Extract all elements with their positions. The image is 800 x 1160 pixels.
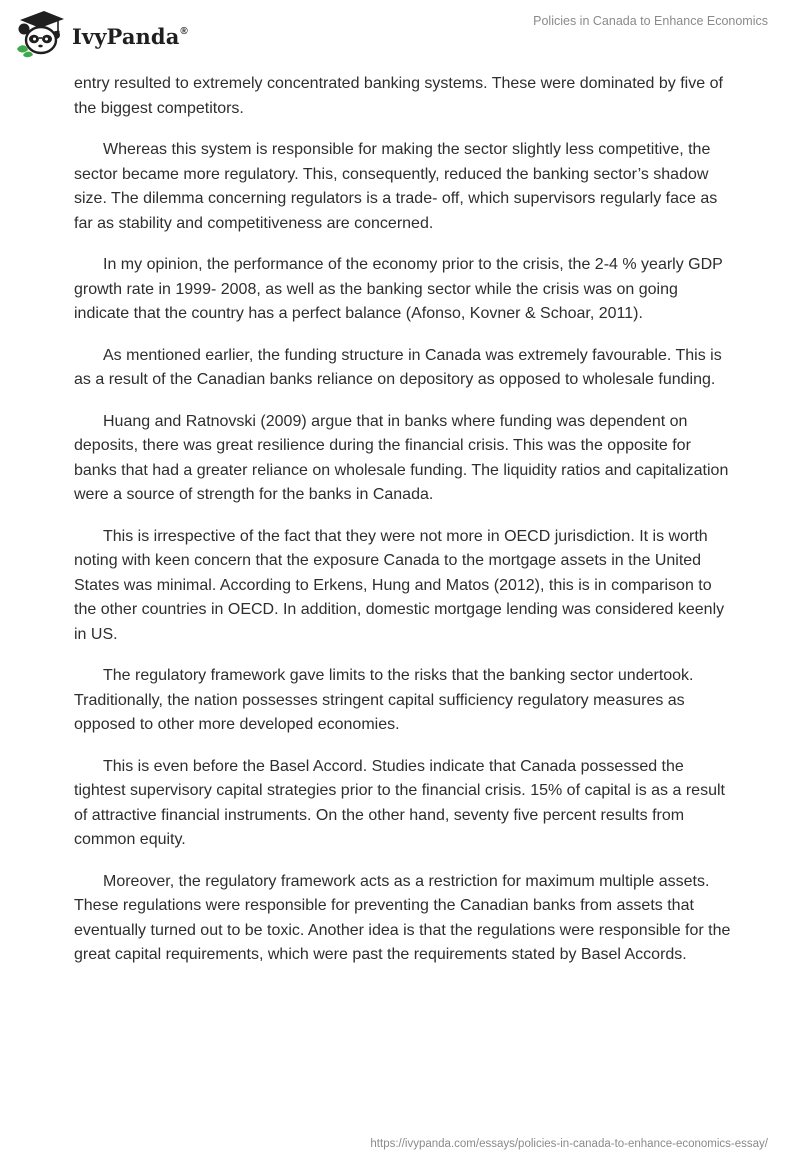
paragraph: In my opinion, the performance of the economy prior to the crisis, the 2-4 % yearly GDP growth rate in 1999- 2008, as well as the banking sector while the crisis was on going indicate that the country has a perfect balance (Afonso, Kovner & Schoar, 2011). <box>74 256 723 322</box>
paragraph: This is irrespective of the fact that they were not more in OECD jurisdiction. It is worth noting with keen concern that the exposure Canada to the mortgage assets in the United States was minimal. According to Erkens, Hung and Matos (2012), this is in comparison to the other countries in OECD. In addition, domestic mortgage lending was considered keenly in US. <box>74 527 725 643</box>
page-header <box>0 0 800 62</box>
brand-name-text: IvyPanda <box>72 23 180 49</box>
paragraph: Whereas this system is responsible for making the sector slightly less competitive, the sector became more regulatory. This, consequently, reduced the banking sector’s shadow size. The dilemma concerning regulators is a trade- off, which supervisors regularly face as far as stability and competitiveness are concerned. <box>74 141 718 232</box>
paragraph: This is even before the Basel Accord. Studies indicate that Canada possessed the tightest supervisory capital strategies prior to the financial crisis. 15% of capital is as a result of attractive financial instruments. On the other hand, seventy five percent results from common equity. <box>74 757 725 848</box>
brand-logo[interactable] <box>14 9 188 59</box>
paragraph: Moreover, the regulatory framework acts as a restriction for maximum multiple assets. These regulations were responsible for preventing the Canadian banks from assets that eventually turned out to be toxic. Another idea is that the regulations were responsible for the great capital requirements, which were past the requirements stated by Basel Accords. <box>74 872 731 963</box>
paragraph: As mentioned earlier, the funding structure in Canada was extremely favourable. This is as a result of the Canadian banks reliance on depository as opposed to wholesale funding. <box>74 346 722 388</box>
paragraph: entry resulted to extremely concentrated banking systems. These were dominated by five of the biggest competitors. <box>74 75 723 117</box>
essay-body <box>74 72 734 985</box>
brand-name <box>72 24 188 49</box>
running-title: Policies in Canada to Enhance Economics <box>533 14 768 28</box>
paragraph: The regulatory framework gave limits to the risks that the banking sector undertook. Traditionally, the nation possesses stringent capital sufficiency regulatory measures as opposed to other more developed economies. <box>74 667 694 733</box>
panda-graduate-logo-icon <box>14 9 66 59</box>
registered-mark: ® <box>180 25 188 37</box>
source-url-link[interactable]: https://ivypanda.com/essays/policies-in-canada-to-enhance-economics-essay/ <box>370 1138 768 1150</box>
paragraph: Huang and Ratnovski (2009) argue that in banks where funding was dependent on deposits, there was great resilience during the financial crisis. This was the opposite for banks that had a greater reliance on wholesale funding. The liquidity ratios and capitalization were a source of strength for the banks in Canada. <box>74 412 729 503</box>
